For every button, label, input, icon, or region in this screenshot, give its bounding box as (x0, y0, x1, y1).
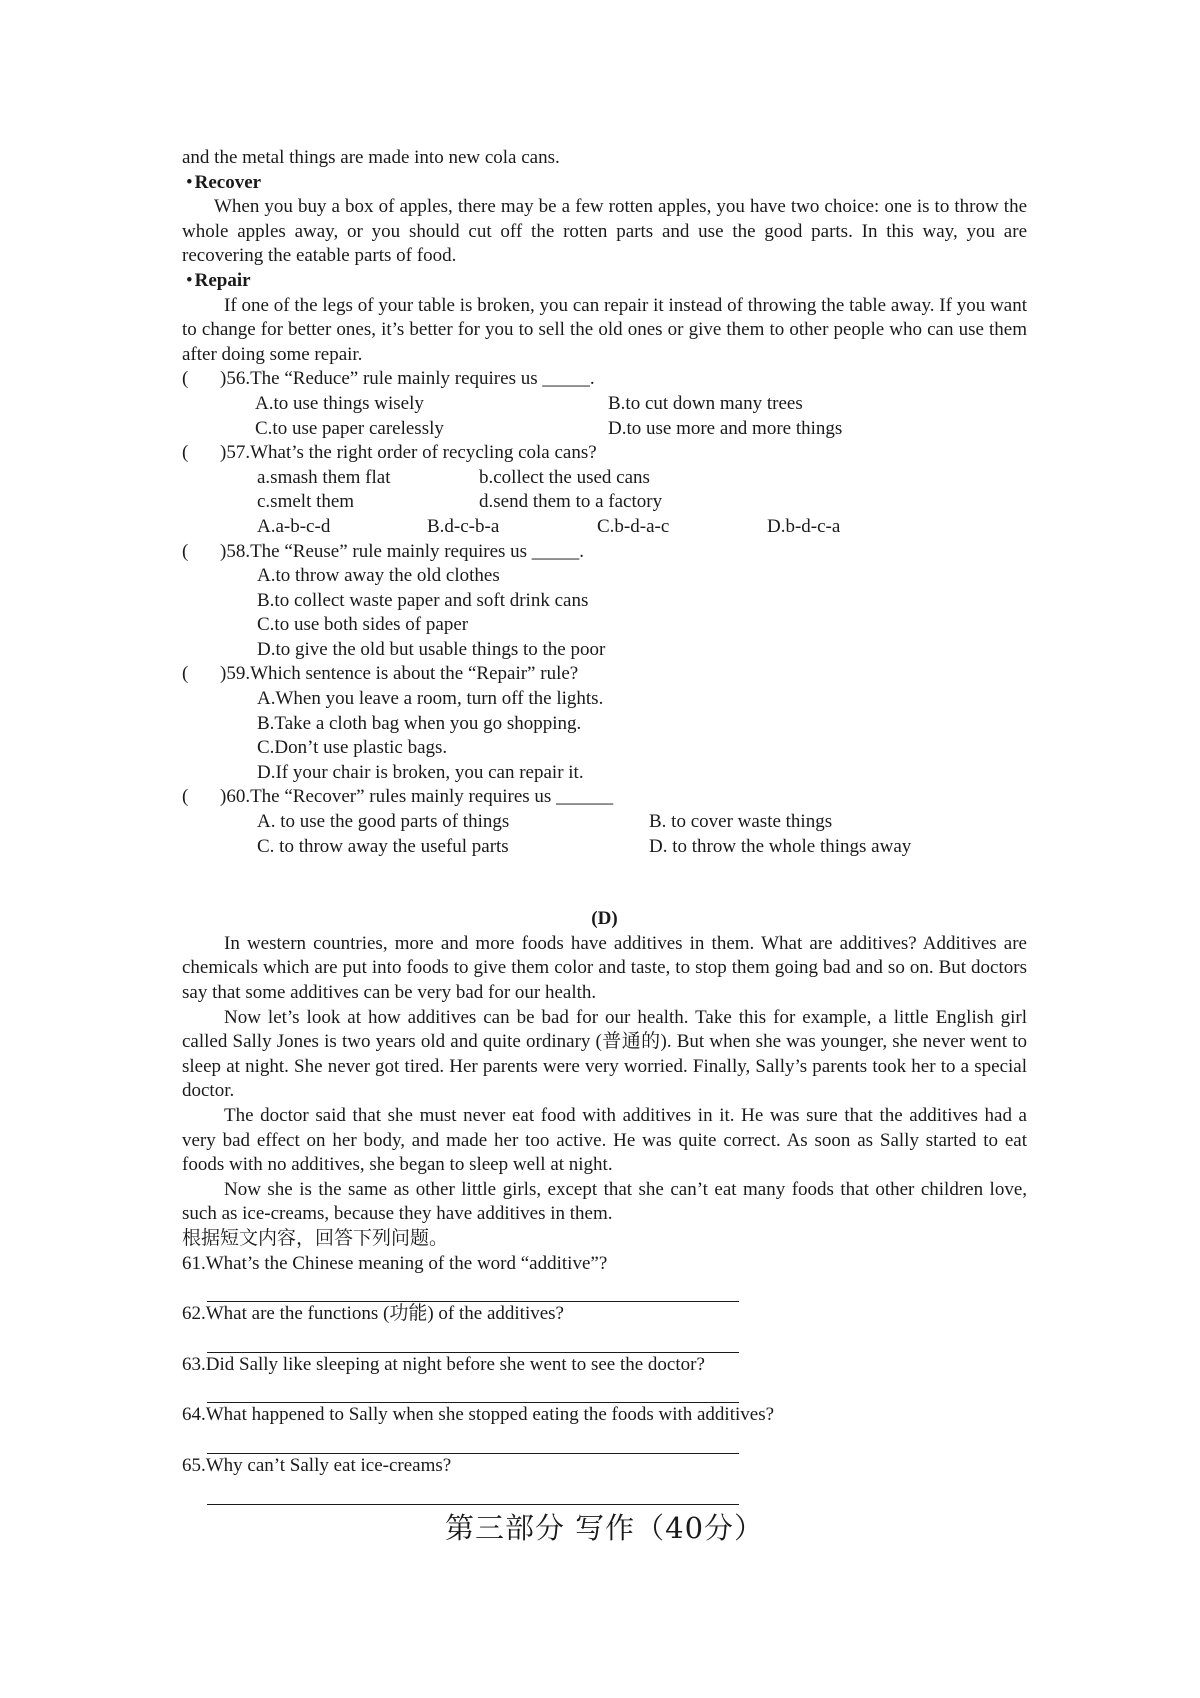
question-57-steps-row-1 (257, 466, 1027, 491)
question-56 (182, 367, 1027, 392)
option-d[interactable]: D.to give the old but usable things to the poor (257, 638, 606, 660)
passage-d-paragraph-3: The doctor said that she must never eat food with additives in it. He was sure that the additives had a very bad effect on her body, and made her too active. He was quite correct. As soon as Sally started to eat foods with no additives, she began to sleep well at night. (182, 1104, 1027, 1176)
repair-heading (186, 269, 1027, 294)
option-a[interactable]: A.a-b-c-d (257, 515, 331, 537)
passage-d-paragraph-4: Now she is the same as other little girls, except that she can’t eat many foods that other children love, such as ice-creams, because they have additives in them. (182, 1178, 1027, 1225)
question-57-steps-row-2 (257, 490, 1027, 515)
answer-line-63[interactable] (207, 1377, 739, 1403)
option-d[interactable]: D.to use more and more things (608, 417, 843, 439)
option-b[interactable]: B. to cover waste things (649, 811, 833, 833)
answer-line-62[interactable] (207, 1327, 739, 1353)
answer-bracket[interactable]: ( (182, 368, 189, 390)
option-a[interactable]: A.When you leave a room, turn off the lights. (257, 688, 604, 710)
instruction: 根据短文内容，回答下列问题。 (182, 1227, 449, 1249)
answer-bracket[interactable]: ( (182, 786, 189, 808)
question-60-options (257, 810, 1027, 859)
answer-line-61[interactable] (207, 1276, 739, 1302)
passage-d-paragraph-1: In western countries, more and more foods have additives in them. What are additives? Additives are chemicals which are put into foods to give them color and taste, to stop them going bad and so on. But doctors say that some additives can be very bad for our health. (182, 932, 1027, 1003)
option-a[interactable]: A.to throw away the old clothes (257, 565, 500, 587)
option-a[interactable]: A.to use things wisely (255, 392, 424, 414)
bullet-icon: • (186, 269, 193, 291)
repair-paragraph: If one of the legs of your table is broken, you can repair it instead of throwing the table away. If you want to change for better ones, it’s better for you to sell the old ones or give them to other people who can use them after doing some repair. (182, 294, 1027, 365)
answer-bracket[interactable]: ( (182, 540, 189, 562)
recover-heading (186, 171, 1027, 196)
passage-d-label: (D) (591, 908, 618, 930)
open-question-61: 61.What’s the Chinese meaning of the word “additive”? (182, 1252, 608, 1274)
open-question-62: 62.What are the functions (功能) of the additives? (182, 1303, 564, 1325)
step-d: d.send them to a factory (479, 491, 663, 513)
question-stem: )58.The “Reuse” rule mainly requires us _____. (220, 540, 585, 562)
recover-paragraph: When you buy a box of apples, there may be a few rotten apples, you have two choice: one is to throw the whole apples away, or you should cut off the rotten parts and use the good parts. In this way, you are recovering the eatable parts of food. (182, 196, 1027, 267)
repair-heading-text: Repair (194, 269, 251, 291)
question-58 (182, 540, 1027, 565)
step-b: b.collect the used cans (479, 466, 650, 488)
option-c[interactable]: C.b-d-a-c (597, 515, 670, 537)
exam-page (182, 146, 1027, 1545)
passage-c-intro-tail: and the metal things are made into new cola cans. (182, 147, 560, 168)
step-c: c.smelt them (257, 491, 355, 513)
open-question-64: 64.What happened to Sally when she stopped eating the foods with additives? (182, 1404, 775, 1426)
question-60 (182, 785, 1027, 810)
option-c[interactable]: C.to use paper carelessly (255, 417, 444, 439)
question-stem: )59.Which sentence is about the “Repair” rule? (220, 663, 579, 685)
option-b[interactable]: B.to collect waste paper and soft drink cans (257, 589, 589, 611)
option-b[interactable]: B.Take a cloth bag when you go shopping. (257, 712, 582, 734)
answer-bracket[interactable]: ( (182, 663, 189, 685)
option-c[interactable]: C.to use both sides of paper (257, 614, 469, 636)
open-question-65: 65.Why can’t Sally eat ice-creams? (182, 1454, 452, 1476)
question-58-options (257, 564, 1027, 662)
option-c[interactable]: C. to throw away the useful parts (257, 835, 509, 857)
question-57-options (257, 515, 1027, 540)
question-stem: )60.The “Recover” rules mainly requires us ______ (220, 786, 614, 808)
open-question-63: 63.Did Sally like sleeping at night before she went to see the doctor? (182, 1353, 705, 1375)
step-a: a.smash them flat (257, 466, 391, 488)
question-stem: )56.The “Reduce” rule mainly requires us _____. (220, 368, 595, 390)
option-b[interactable]: B.d-c-b-a (427, 515, 500, 537)
option-a[interactable]: A. to use the good parts of things (257, 811, 510, 833)
bullet-icon: • (186, 171, 193, 193)
answer-line-64[interactable] (207, 1428, 739, 1454)
answer-bracket[interactable]: ( (182, 442, 189, 464)
passage-d-paragraph-2: Now let’s look at how additives can be bad for our health. Take this for example, a little English girl called Sally Jones is two years old and quite ordinary (普通的). But when she was younger, she never went to sleep at night. She never got tired. Her parents were very worried. Finally, Sally’s parents took her to a special doctor. (182, 1006, 1027, 1102)
question-56-options (255, 392, 1027, 441)
question-57 (182, 441, 1027, 466)
option-b[interactable]: B.to cut down many trees (608, 392, 803, 414)
question-59-options (257, 687, 1027, 785)
option-d[interactable]: D.If your chair is broken, you can repair it. (257, 761, 584, 783)
answer-line-65[interactable] (207, 1479, 739, 1505)
recover-heading-text: Recover (194, 171, 262, 193)
option-c[interactable]: C.Don’t use plastic bags. (257, 737, 448, 759)
question-59 (182, 662, 1027, 687)
question-stem: )57.What’s the right order of recycling cola cans? (220, 442, 597, 464)
part-three-title: 第三部分 写作（40分） (444, 1510, 765, 1545)
option-d[interactable]: D.b-d-c-a (767, 515, 841, 537)
option-d[interactable]: D. to throw the whole things away (649, 835, 912, 857)
